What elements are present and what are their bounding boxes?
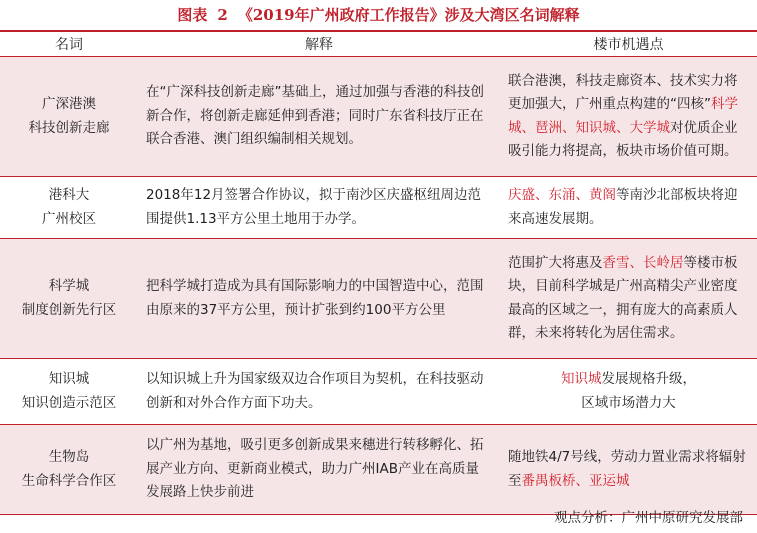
term-cell: [0, 177, 138, 239]
opp-text: 随地铁4/7号线，劳动力置业需求将辐射至: [508, 449, 746, 489]
term-line-2: 制度创新先行区: [21, 301, 117, 318]
highlight-sep: 、: [521, 119, 535, 136]
highlight-area: 香雪: [602, 254, 630, 271]
figure-label: 图表: [177, 6, 208, 24]
term-line-2: 知识创造示范区: [21, 394, 117, 411]
highlight-area: 亚运城: [589, 472, 630, 489]
opportunity-cell: [500, 425, 757, 515]
figure-title: [0, 0, 757, 30]
highlight-area: 大学城: [629, 119, 670, 136]
term-cell: [0, 359, 138, 425]
term-line-1: 科学城: [48, 278, 90, 294]
opp-text: 等南沙北部板块将迎来高速发展期。: [508, 187, 738, 227]
term-line-1: 知识城: [48, 371, 90, 387]
highlight-area: 黄阁: [589, 187, 616, 203]
opp-text: 对优质企业吸引能力将提高，板块市场价值可期。: [508, 119, 738, 159]
header-explanation: 解释: [138, 31, 500, 57]
term-line-1: 港科大: [48, 187, 90, 203]
explanation-cell: 把科学城打造成为具有国际影响力的中国智造中心，范围由原来的37平方公里，预计扩张到约100平方公里: [138, 239, 500, 359]
explanation-cell: 以知识城上升为国家级双边合作项目为契机，在科技驱动创新和对外合作方面下功夫。: [138, 359, 500, 425]
term-cell: [0, 425, 138, 515]
term-line-2: 生命科学合作区: [21, 472, 117, 489]
figure-title-text: 《2019年广州政府工作报告》涉及大湾区名词解释: [237, 6, 580, 24]
term-line-2: 广州校区: [42, 210, 96, 227]
table-row: [0, 359, 757, 425]
glossary-table: [0, 30, 757, 515]
explanation-cell: 以广州为基地，吸引更多创新成果来穗进行转移孵化、拓展产业方向、更新商业模式，助力广州IAB产业在高质量发展路上快步前进: [138, 425, 500, 515]
opp-text: 发展规格升级，: [601, 371, 696, 387]
highlight-sep: 、: [629, 254, 643, 271]
term-line-1: 广深港澳: [42, 96, 96, 112]
explanation-cell: 在“广深科技创新走廊”基础上，通过加强与香港的科技创新合作，将创新走廊延伸到香港；同时广东省科技厅正在联合香港、澳门组织编制相关规划。: [138, 57, 500, 177]
highlight-sep: 、: [535, 187, 549, 203]
highlight-area: 琶洲: [535, 119, 562, 136]
term-cell: [0, 239, 138, 359]
source-note: 观点分析：广州中原研究发展部: [554, 510, 743, 526]
highlight-area: 番禺板桥: [521, 472, 576, 489]
highlight-area: 庆盛: [508, 187, 535, 203]
highlight-sep: 、: [575, 472, 589, 489]
highlight-area: 科学城: [508, 96, 738, 136]
opp-line-2: 区域市场潜力大: [581, 394, 676, 411]
opp-text: 等楼市板块，目前科学城是广州高精尖产业密度最高的区域之一，拥有庞大的高素质人群，未来将转化为居住需求。: [508, 254, 738, 341]
table-row: [0, 57, 757, 177]
opportunity-cell: [500, 177, 757, 239]
table-row: [0, 425, 757, 515]
explanation-cell: 2018年12月签署合作协议，拟于南沙区庆盛枢纽周边范围提供1.13平方公里土地用于办学。: [138, 177, 500, 239]
header-opportunity: 楼市机遇点: [500, 31, 757, 57]
opportunity-cell: [500, 57, 757, 177]
highlight-area: 东涌: [548, 187, 576, 203]
highlight-sep: 、: [575, 187, 589, 203]
opportunity-cell: [500, 359, 757, 425]
opp-line-1: [508, 368, 749, 392]
opp-text: 范围扩大将惠及: [508, 254, 603, 271]
table-row: [0, 177, 757, 239]
highlight-sep: 、: [562, 119, 576, 136]
term-cell: [0, 57, 138, 177]
header-term: 名词: [0, 31, 138, 57]
highlight-area: 长岭居: [643, 254, 684, 271]
highlight-area: 知识城: [575, 119, 616, 136]
table-row: [0, 239, 757, 359]
figure-number: 2: [217, 6, 228, 24]
term-line-2: 科技创新走廊: [28, 119, 110, 136]
term-line-1: 生物岛: [48, 449, 90, 465]
opportunity-cell: [500, 239, 757, 359]
highlight-area: 知识城: [561, 371, 602, 387]
highlight-sep: 、: [616, 119, 630, 136]
table-header-row: [0, 31, 757, 57]
opp-text: 联合港澳，科技走廊资本、技术实力将更加强大，广州重点构建的“四核”: [508, 72, 738, 112]
